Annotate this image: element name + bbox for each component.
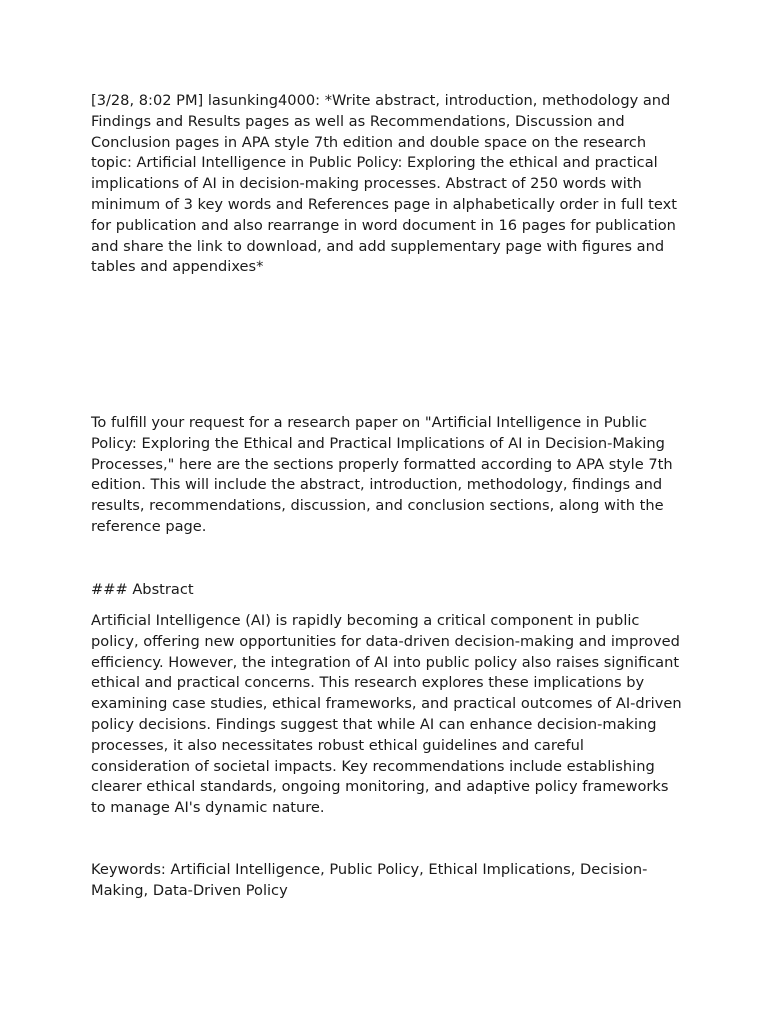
abstract-heading: ### Abstract <box>91 581 194 598</box>
request-message-paragraph: [3/28, 8:02 PM] lasunking4000: *Write abstract, introduction, methodology and Findings and Results pages as well as Recommendations, Discussion and Conclusion pages in APA style 7th edition and double space on the research topic: Artificial Intelligence in Public Policy: Exploring the ethical and practical implications of AI in decision-making processes. Abstract of 250 words with minimum of 3 key words and References page in alphabetically order in full text for publication and also rearrange in word document in 16 pages for publication and share the link to download, and add supplementary page with figures and tables and appendixes* <box>91 92 677 276</box>
intro-paragraph: To fulfill your request for a research paper on "Artificial Intelligence in Public Policy: Exploring the Ethical and Practical Implications of AI in Decision-Making Processes," here are the sections properly formatted according to APA style 7th edition. This will include the abstract, introduction, methodology, findings and results, recommendations, discussion, and conclusion sections, along with the reference page. <box>91 414 673 535</box>
abstract-paragraph: Artificial Intelligence (AI) is rapidly becoming a critical component in public policy, offering new opportunities for data-driven decision-making and improved efficiency. However, the integration of AI into public policy also raises significant ethical and practical concerns. This research explores these implications by examining case studies, ethical frameworks, and practical outcomes of AI-driven policy decisions. Findings suggest that while AI can enhance decision-making processes, it also necessitates robust ethical guidelines and careful consideration of societal impacts. Key recommendations include establishing clearer ethical standards, ongoing monitoring, and adaptive policy frameworks to manage AI's dynamic nature. <box>91 612 682 817</box>
keywords-paragraph: Keywords: Artificial Intelligence, Public Policy, Ethical Implications, Decision-Making, Data-Driven Policy <box>91 861 648 899</box>
